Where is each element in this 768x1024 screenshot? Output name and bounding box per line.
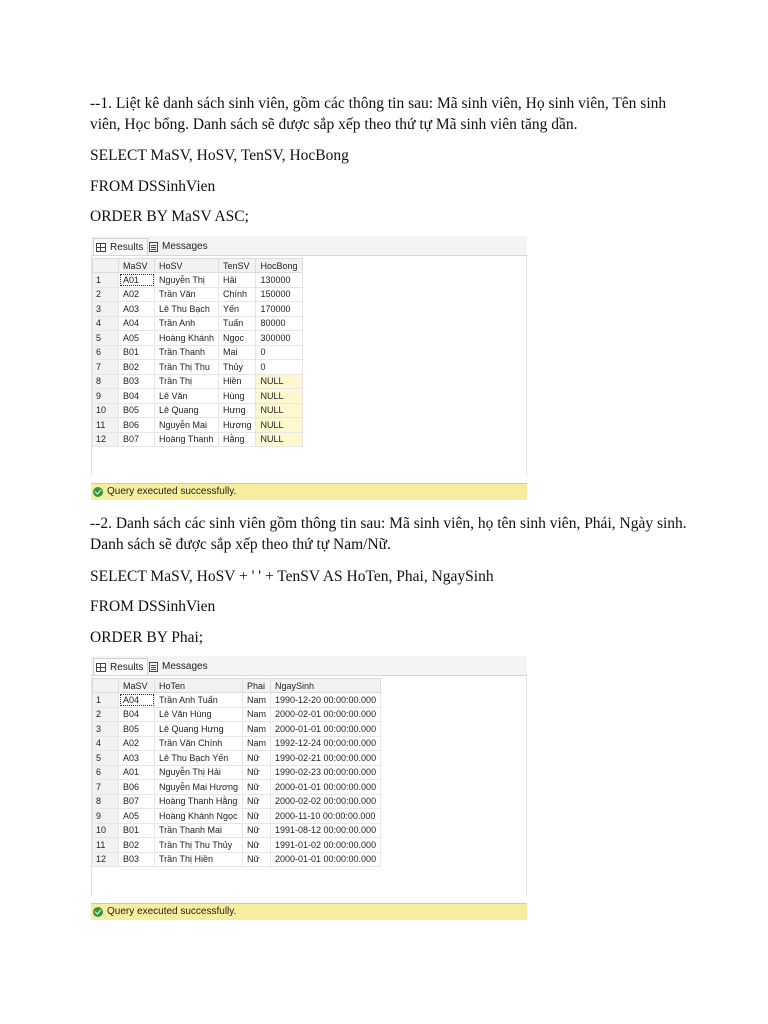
grid-icon (96, 663, 106, 672)
table-cell[interactable]: A04 (119, 693, 155, 708)
table-row[interactable] (93, 823, 381, 838)
success-check-icon (93, 907, 103, 917)
table-cell[interactable]: 150000 (256, 287, 302, 302)
table-cell[interactable]: Nam (242, 707, 270, 722)
table-cell[interactable]: Hoàng Khánh Ngọc (155, 809, 243, 824)
table-cell[interactable]: B02 (119, 838, 155, 853)
section1-sql-select: SELECT MaSV, HoSV, TenSV, HocBong (90, 147, 349, 164)
row-number[interactable]: 8 (93, 374, 119, 389)
table-cell[interactable]: A01 (119, 273, 155, 288)
table-row[interactable] (93, 693, 381, 708)
table-cell[interactable]: Hằng (219, 432, 256, 447)
results-pane-1 (91, 236, 527, 500)
table-cell[interactable]: Nữ (242, 794, 270, 809)
table-row[interactable] (93, 432, 303, 447)
table-cell[interactable]: A02 (119, 736, 155, 751)
row-number[interactable]: 4 (93, 736, 119, 751)
column-header-tensv[interactable]: TenSV (219, 259, 256, 273)
row-number[interactable]: 11 (93, 418, 119, 433)
row-number[interactable]: 2 (93, 287, 119, 302)
row-number[interactable]: 9 (93, 389, 119, 404)
row-number[interactable]: 5 (93, 751, 119, 766)
tab-results[interactable] (93, 658, 148, 675)
section2-sql-select: SELECT MaSV, HoSV + ' ' + TenSV AS HoTen, Phai, NgaySinh (90, 568, 494, 585)
table-cell[interactable]: Hoàng Khánh (155, 331, 219, 346)
table-row[interactable] (93, 389, 303, 404)
table-cell[interactable]: Tuấn (219, 316, 256, 331)
table-cell[interactable]: Nguyễn Mai (155, 418, 219, 433)
table-cell[interactable]: Trần Thị (155, 374, 219, 389)
table-cell[interactable]: Nguyễn Mai Hương (155, 780, 243, 795)
column-header-hosv[interactable]: HoSV (155, 259, 219, 273)
table-cell[interactable]: Hùng (219, 389, 256, 404)
table-cell[interactable]: B07 (119, 794, 155, 809)
row-number[interactable]: 2 (93, 707, 119, 722)
table-cell[interactable]: B01 (119, 823, 155, 838)
table-cell[interactable]: Trần Thị Thu Thủy (155, 838, 243, 853)
tab-results-label: Results (110, 661, 144, 673)
table-cell[interactable]: Nữ (242, 838, 270, 853)
section1-intro: --1. Liệt kê danh sách sinh viên, gồm các thông tin sau: Mã sinh viên, Họ sinh viên, Tên sinh viên, Học bổng. Danh sách sẽ được sắp xếp theo thứ tự Mã sinh viên tăng dần. (90, 95, 667, 133)
row-number[interactable]: 4 (93, 316, 119, 331)
table-row[interactable] (93, 809, 381, 824)
table-cell[interactable]: NULL (256, 432, 302, 447)
table-cell[interactable]: Hưng (219, 403, 256, 418)
results-tabbar (91, 656, 527, 676)
table-cell[interactable]: A04 (119, 316, 155, 331)
tab-messages[interactable] (149, 238, 208, 255)
table-cell[interactable]: Lê Thu Bạch (155, 302, 219, 317)
messages-icon (149, 242, 158, 252)
status-bar (91, 483, 527, 500)
table-row[interactable] (93, 345, 303, 360)
table-cell[interactable]: A01 (119, 765, 155, 780)
table-row[interactable] (93, 273, 303, 288)
table-cell[interactable]: B04 (119, 707, 155, 722)
table-cell[interactable]: Trần Thanh Mai (155, 823, 243, 838)
table-row[interactable] (93, 287, 303, 302)
table-cell[interactable]: Nguyễn Thị Hải (155, 765, 243, 780)
table-cell[interactable]: Lê Quang Hưng (155, 722, 243, 737)
table-cell[interactable]: Nữ (242, 751, 270, 766)
table-cell[interactable]: Nguyễn Thị (155, 273, 219, 288)
table-cell[interactable]: 2000-02-02 00:00:00.000 (270, 794, 380, 809)
table-cell[interactable]: B03 (119, 374, 155, 389)
table-cell[interactable]: B01 (119, 345, 155, 360)
table-cell[interactable]: Trần Văn (155, 287, 219, 302)
table-cell[interactable]: Nam (242, 722, 270, 737)
table-cell[interactable]: 2000-01-01 00:00:00.000 (270, 722, 380, 737)
table-cell[interactable]: B02 (119, 360, 155, 375)
table-cell[interactable]: 2000-11-10 00:00:00.000 (270, 809, 380, 824)
table-cell[interactable]: NULL (256, 374, 302, 389)
table-row[interactable] (93, 331, 303, 346)
column-header-hoten[interactable]: HoTen (155, 679, 243, 693)
results-grid-area (91, 256, 527, 476)
table-cell[interactable]: A03 (119, 751, 155, 766)
grid-icon (96, 243, 106, 252)
column-header-hocbong[interactable]: HocBong (256, 259, 302, 273)
row-number[interactable]: 3 (93, 302, 119, 317)
table-row[interactable] (93, 852, 381, 867)
table-cell[interactable]: A05 (119, 331, 155, 346)
table-cell[interactable]: Trần Anh (155, 316, 219, 331)
table-cell[interactable]: B03 (119, 852, 155, 867)
table-cell[interactable]: Hiền (219, 374, 256, 389)
row-number[interactable]: 7 (93, 360, 119, 375)
results-grid[interactable] (92, 258, 303, 447)
row-number[interactable]: 6 (93, 765, 119, 780)
tab-messages-label: Messages (162, 661, 208, 672)
table-cell[interactable]: Hải (219, 273, 256, 288)
table-cell[interactable]: Lê Quang (155, 403, 219, 418)
table-cell[interactable]: Lê Thu Bạch Yến (155, 751, 243, 766)
table-cell[interactable]: 1992-12-24 00:00:00.000 (270, 736, 380, 751)
row-number[interactable]: 12 (93, 852, 119, 867)
row-number[interactable]: 10 (93, 403, 119, 418)
table-row[interactable] (93, 707, 381, 722)
table-cell[interactable]: 170000 (256, 302, 302, 317)
column-header-phai[interactable]: Phai (242, 679, 270, 693)
table-row[interactable] (93, 765, 381, 780)
table-cell[interactable]: 1990-02-21 00:00:00.000 (270, 751, 380, 766)
table-cell[interactable]: Nữ (242, 780, 270, 795)
row-number-header[interactable] (93, 259, 119, 273)
table-cell[interactable]: B07 (119, 432, 155, 447)
table-cell[interactable]: NULL (256, 403, 302, 418)
row-number[interactable]: 1 (93, 693, 119, 708)
table-cell[interactable]: NULL (256, 389, 302, 404)
results-tabbar (91, 236, 527, 256)
table-cell[interactable]: Trần Thị Hiền (155, 852, 243, 867)
table-cell[interactable]: Nữ (242, 852, 270, 867)
column-header-masv[interactable]: MaSV (119, 259, 155, 273)
table-cell[interactable]: B05 (119, 403, 155, 418)
results-grid-area (91, 676, 527, 896)
table-cell[interactable]: Nam (242, 736, 270, 751)
tab-messages[interactable] (149, 658, 208, 675)
status-text: Query executed successfully. (107, 906, 237, 917)
table-cell[interactable]: Thủy (219, 360, 256, 375)
table-row[interactable] (93, 838, 381, 853)
table-cell[interactable]: Lê Văn Hùng (155, 707, 243, 722)
table-cell[interactable]: Nữ (242, 809, 270, 824)
table-cell[interactable]: A02 (119, 287, 155, 302)
table-cell[interactable]: Trần Thị Thu (155, 360, 219, 375)
row-number[interactable]: 12 (93, 432, 119, 447)
table-cell[interactable]: Trần Anh Tuấn (155, 693, 243, 708)
table-cell[interactable]: 0 (256, 345, 302, 360)
table-cell[interactable]: Trần Thanh (155, 345, 219, 360)
results-pane-2 (91, 656, 527, 920)
table-cell[interactable]: Nam (242, 693, 270, 708)
table-cell[interactable]: Yến (219, 302, 256, 317)
table-cell[interactable]: 130000 (256, 273, 302, 288)
row-number-header[interactable] (93, 679, 119, 693)
table-cell[interactable]: B06 (119, 418, 155, 433)
table-cell[interactable]: Nữ (242, 823, 270, 838)
success-check-icon (93, 487, 103, 497)
table-cell[interactable]: 1991-01-02 00:00:00.000 (270, 838, 380, 853)
tab-results-label: Results (110, 241, 144, 253)
table-cell[interactable]: A05 (119, 809, 155, 824)
table-cell[interactable]: Lê Văn (155, 389, 219, 404)
column-header-masv[interactable]: MaSV (119, 679, 155, 693)
table-cell[interactable]: 0 (256, 360, 302, 375)
table-cell[interactable]: NULL (256, 418, 302, 433)
table-cell[interactable]: 1991-08-12 00:00:00.000 (270, 823, 380, 838)
table-row[interactable] (93, 302, 303, 317)
row-number[interactable]: 9 (93, 809, 119, 824)
section1-sql-order: ORDER BY MaSV ASC; (90, 208, 249, 225)
table-cell[interactable]: Hoàng Thanh Hằng (155, 794, 243, 809)
header-row (93, 259, 303, 273)
table-row[interactable] (93, 794, 381, 809)
row-number[interactable]: 7 (93, 780, 119, 795)
table-cell[interactable]: B06 (119, 780, 155, 795)
row-number[interactable]: 6 (93, 345, 119, 360)
table-row[interactable] (93, 736, 381, 751)
table-row[interactable] (93, 780, 381, 795)
table-cell[interactable]: 300000 (256, 331, 302, 346)
table-cell[interactable]: 2000-01-01 00:00:00.000 (270, 852, 380, 867)
section2-sql-from: FROM DSSinhVien (90, 598, 216, 615)
table-cell[interactable]: Chính (219, 287, 256, 302)
table-cell[interactable]: 1990-12-20 00:00:00.000 (270, 693, 380, 708)
status-bar (91, 903, 527, 920)
row-number[interactable]: 8 (93, 794, 119, 809)
header-row (93, 679, 381, 693)
messages-icon (149, 662, 158, 672)
row-number[interactable]: 5 (93, 331, 119, 346)
table-row[interactable] (93, 403, 303, 418)
row-number[interactable]: 11 (93, 838, 119, 853)
table-cell[interactable]: 80000 (256, 316, 302, 331)
table-row[interactable] (93, 722, 381, 737)
table-row[interactable] (93, 316, 303, 331)
table-cell[interactable]: 2000-02-01 00:00:00.000 (270, 707, 380, 722)
row-number[interactable]: 10 (93, 823, 119, 838)
table-row[interactable] (93, 751, 381, 766)
tab-messages-label: Messages (162, 241, 208, 252)
section2-intro: --2. Danh sách các sinh viên gồm thông tin sau: Mã sinh viên, họ tên sinh viên, Phái, Ngày sinh. Danh sách sẽ được sắp xếp theo thứ tự Nam/Nữ. (90, 515, 687, 553)
results-grid[interactable] (92, 678, 381, 867)
table-cell[interactable]: A03 (119, 302, 155, 317)
table-cell[interactable]: 2000-01-01 00:00:00.000 (270, 780, 380, 795)
column-header-ngaysinh[interactable]: NgaySinh (270, 679, 380, 693)
row-number[interactable]: 1 (93, 273, 119, 288)
table-cell[interactable]: Ngọc (219, 331, 256, 346)
section1-sql-from: FROM DSSinhVien (90, 178, 216, 195)
table-cell[interactable]: Mai (219, 345, 256, 360)
table-cell[interactable]: Hương (219, 418, 256, 433)
section2-sql-order: ORDER BY Phai; (90, 629, 204, 646)
status-text: Query executed successfully. (107, 486, 237, 497)
table-cell[interactable]: 1990-02-23 00:00:00.000 (270, 765, 380, 780)
table-cell[interactable]: Hoàng Thanh (155, 432, 219, 447)
table-cell[interactable]: Nữ (242, 765, 270, 780)
table-cell[interactable]: B05 (119, 722, 155, 737)
table-row[interactable] (93, 418, 303, 433)
table-cell[interactable]: B04 (119, 389, 155, 404)
table-cell[interactable]: Trần Văn Chính (155, 736, 243, 751)
table-row[interactable] (93, 360, 303, 375)
tab-results[interactable] (93, 238, 148, 255)
table-row[interactable] (93, 374, 303, 389)
row-number[interactable]: 3 (93, 722, 119, 737)
